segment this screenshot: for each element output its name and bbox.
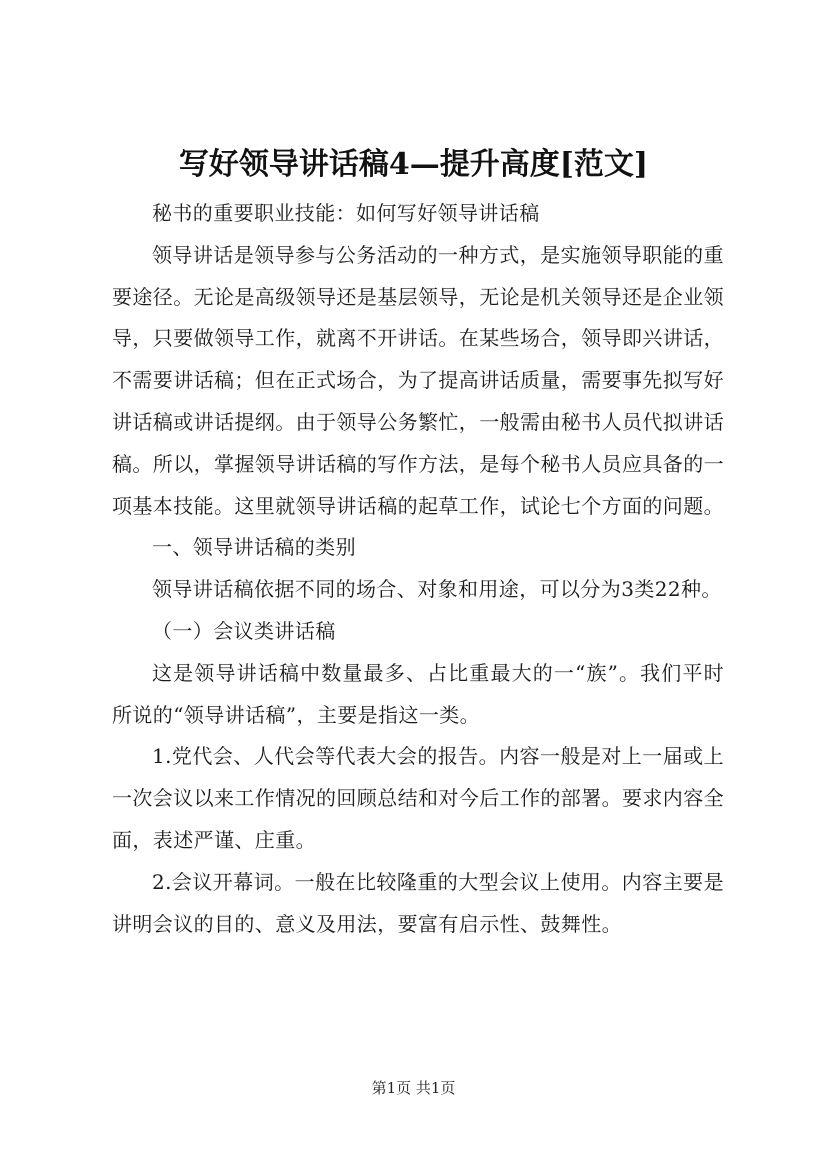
paragraph-meeting-intro: 这是领导讲话稿中数量最多、占比重最大的一“族”。我们平时所说的“领导讲话稿”，主要是指这一类。: [112, 660, 724, 727]
subsection-heading-meeting: （一）会议类讲话稿: [152, 618, 336, 643]
document-body: [112, 193, 724, 945]
list-item-opening-speech: 2.会议开幕词。一般在比较隆重的大型会议上使用。内容主要是讲明会议的目的、意义及用法，要富有启示性、鼓舞性。: [112, 869, 724, 936]
document-title: 写好领导讲话稿4—提升高度[范文]: [178, 147, 649, 182]
paragraph-intro: 领导讲话是领导参与公务活动的一种方式，是实施领导职能的重要途径。无论是高级领导还是基层领导，无论是机关领导还是企业领导，只要做领导工作，就离不开讲话。在某些场合，领导即兴讲话，不需要讲话稿；但在正式场合，为了提高讲话质量，需要事先拟写好讲话稿或讲话提纲。由于领导公务繁忙，一般需由秘书人员代拟讲话稿。所以，掌握领导讲话稿的写作方法，是每个秘书人员应具备的一项基本技能。这里就领导讲话稿的起草工作，试论七个方面的问题。: [112, 242, 724, 518]
paragraph-categories: 领导讲话稿依据不同的场合、对象和用途，可以分为3类22种。: [152, 577, 722, 602]
section-heading-categories: 一、领导讲话稿的类别: [152, 535, 356, 560]
list-item-congress-report: 1.党代会、人代会等代表大会的报告。内容一般是对上一届或上一次会议以来工作情况的回顾总结和对今后工作的部署。要求内容全面，表述严谨、庄重。: [112, 744, 724, 852]
paragraph-subtitle: 秘书的重要职业技能：如何写好领导讲话稿: [152, 201, 540, 225]
page-number: 第1页 共1页: [371, 1079, 456, 1097]
